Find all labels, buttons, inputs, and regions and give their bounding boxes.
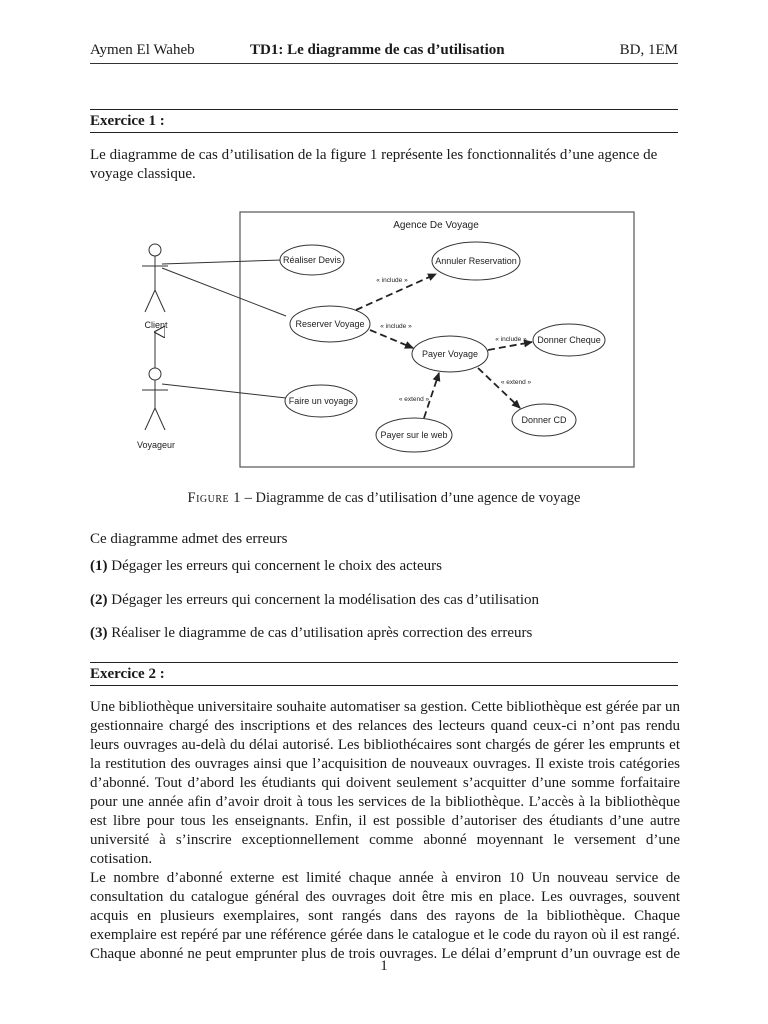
body-line: Le nombre d’abonné externe est limité chaque année à environ 10 Un nouveau service de (90, 870, 680, 886)
use-case-diagram (134, 208, 644, 476)
question-text: Dégager les erreurs qui concernent la modélisation des cas d’utilisation (107, 592, 540, 608)
page-number: 1 (380, 958, 388, 974)
header-rule (90, 63, 678, 64)
stereotype-extend-1: « extend » (500, 379, 532, 386)
intro-line: voyage classique. (90, 166, 196, 182)
stereotype-include-3: « include » (495, 336, 527, 343)
body-line: gestionnaire chargé des inscriptions et des relances des lecteurs quand ceux-ci n’ont pas rendu (90, 718, 680, 734)
exercise2-body (90, 698, 680, 964)
stereotype-include-2: « include » (380, 323, 412, 330)
stereotype-include-1: « include » (376, 277, 408, 284)
extend-payer-cd (478, 368, 520, 408)
figure-label: Figure 1 (187, 490, 242, 506)
uc-payer-web-label: Payer sur le web (380, 430, 448, 440)
assoc-client-devis (162, 260, 282, 264)
question-number: (3) (90, 625, 108, 641)
question-1 (90, 557, 678, 576)
header-title: TD1: Le diagramme de cas d’utilisation (250, 42, 505, 58)
stereotype-extend-2: « extend » (398, 396, 430, 403)
uc-donner-cheque-label: Donner Cheque (537, 335, 601, 345)
page-header (90, 38, 678, 62)
question-number: (2) (90, 592, 108, 608)
uc-annuler-reservation-label: Annuler Reservation (435, 256, 517, 266)
question-number: (1) (90, 558, 108, 574)
system-title: Agence De Voyage (393, 220, 479, 231)
uc-realiser-devis-label: Réaliser Devis (282, 255, 342, 265)
uc-donner-cd-label: Donner CD (521, 415, 567, 425)
body-line: exemplaire est repéré par une référence gérée dans le catalogue et le code du rayon où il est rangé. (90, 927, 680, 943)
actor-client-label: Client (144, 320, 168, 330)
exercise1-intro (90, 146, 680, 184)
actor-client (142, 244, 168, 312)
exercise1-heading: Exercice 1 : (90, 109, 678, 133)
body-line: pour une année afin d’avoir droit à tous les services de la bibliothèque. L’accès à la bibliothèque (90, 794, 680, 810)
include-payer-cheque (488, 342, 532, 350)
actor-voyageur (142, 368, 168, 430)
question-2 (90, 591, 678, 610)
body-line: acquis en plusieurs exemplaires, sont rangés dans des rayons de la bibliothèque. Chaque (90, 908, 680, 924)
figure-caption (0, 490, 768, 507)
body-line: est libre pour tous les enseignants. Enfin, il est possible d’autoriser des étudiants d’une autre (90, 813, 680, 829)
question-3 (90, 624, 678, 643)
question-text: Réaliser le diagramme de cas d’utilisation après correction des erreurs (107, 625, 533, 641)
exercise2-heading: Exercice 2 : (90, 662, 678, 686)
figure-caption-text: – Diagramme de cas d’utilisation d’une agence de voyage (241, 490, 581, 506)
assoc-client-reserver (162, 268, 286, 316)
body-line: d’abonné. Tout d’abord les étudiants qui doivent seulement s’acquitter d’une somme forfaitaire (90, 775, 680, 791)
body-line: université à s’inscrire exceptionnellement comme abonné moyennant le versement d’une cotisation. (90, 832, 680, 867)
uc-payer-voyage-label: Payer Voyage (421, 349, 479, 359)
body-line: Une bibliothèque universitaire souhaite automatiser sa gestion. Cette bibliothèque est gérée par un (90, 699, 680, 715)
uc-faire-voyage-label: Faire un voyage (288, 396, 354, 406)
body-line: leurs ouvrages au-delà du délai autorisé. Les bibliothécaires sont chargés de gérer les emprunts et (90, 737, 680, 753)
body-line: la restitution des ouvrages ainsi que l’acquisition de nouveaux ouvrages. Il existe trois catégories (90, 756, 680, 772)
errors-intro: Ce diagramme admet des erreurs (90, 531, 288, 547)
include-reserver-payer (370, 330, 413, 348)
assoc-voyageur-faire (162, 384, 286, 398)
body-line: Chaque abonné ne peut emprunter plus de trois ouvrages. Le délai d’emprunt d’un ouvrage est de (90, 946, 680, 962)
header-author: Aymen El Waheb (90, 42, 195, 58)
uc-reserver-voyage-label: Reserver Voyage (295, 319, 365, 329)
intro-line: Le diagramme de cas d’utilisation de la figure 1 représente les fonctionnalités d’une agence de (90, 147, 658, 163)
body-line: consultation du catalogue général des ouvrages doit être mis en place. Les ouvrages, souvent (90, 889, 680, 905)
header-course: BD, 1EM (619, 42, 678, 58)
question-text: Dégager les erreurs qui concernent le choix des acteurs (107, 558, 442, 574)
actor-voyageur-label: Voyageur (136, 440, 176, 450)
